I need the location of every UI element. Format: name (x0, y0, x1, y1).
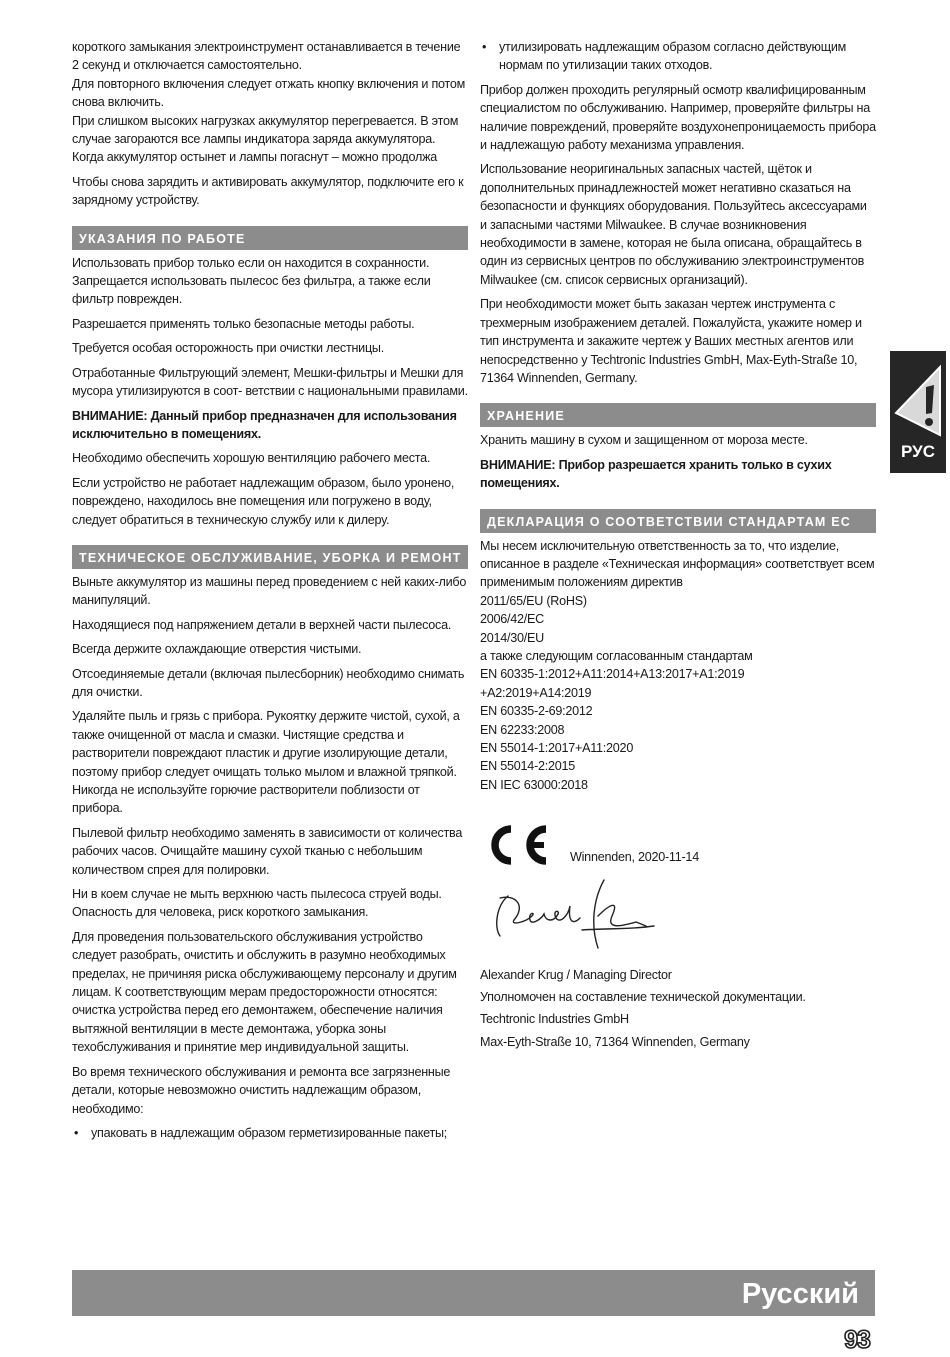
authorized-text: Уполномочен на составление технической документации. (480, 990, 806, 1005)
section-heading-declaration: ДЕКЛАРАЦИЯ О СООТВЕТСТВИИ СТАНДАРТАМ ЕС (480, 509, 876, 533)
paragraph: Во время технического обслуживания и ремонта все загрязненные детали, которые невозможно очистить надлежащим образом, необходимо: (72, 1064, 451, 1116)
section-heading-maintenance: ТЕХНИЧЕСКОЕ ОБСЛУЖИВАНИЕ, УБОРКА И РЕМОНТ (72, 545, 468, 569)
paragraph: Использовать прибор только если он находится в сохранности. Запрещается использовать пылесос без фильтра, а также если фильтр поврежден. (72, 255, 431, 307)
paragraph: Всегда держите охлаждающие отверстия чистыми. (72, 642, 362, 657)
paragraph: Разрешается применять только безопасные методы работы. (72, 316, 415, 331)
paragraph: Отработанные Фильтрующий элемент, Мешки-фильтры и Мешки для мусора утилизируются в соот- ветствии с национальными правилами. (72, 365, 468, 399)
standard-line: EN 60335-2-69:2012 (480, 704, 593, 719)
standard-line: EN IEC 63000:2018 (480, 777, 588, 792)
company-name: Techtronic Industries GmbH (480, 1012, 629, 1027)
paragraph: Хранить машину в сухом и защищенном от мороза месте. (480, 433, 808, 448)
section-heading-work: УКАЗАНИЯ ПО РАБОТЕ (72, 226, 468, 250)
intro-paragraph: Для повторного включения следует отжать кнопку включения и потом снова включить. (72, 76, 466, 110)
standard-line: 2014/30/EU (480, 630, 545, 645)
paragraph: Выньте аккумулятор из машины перед проведением с ней каких-либо манипуляций. (72, 574, 467, 608)
left-column (72, 38, 468, 1148)
paragraph: Ни в коем случае не мыть верхнюю часть пылесоса струей воды. Опасность для человека, риск короткого замыкания. (72, 887, 442, 920)
intro-paragraph: При слишком высоких нагрузках аккумулятор перегревается. В этом случае загораются все лампы индикатора заряда аккумулятора. Когда аккумулятор остынет и лампы погаснут – можно продолжа (72, 113, 459, 165)
paragraph: Прибор должен проходить регулярный осмотр квалифицированным специалистом по обслуживанию. Например, проверяйте фильтры на наличие повреждений, проверяйте воздухонепроницаемость прибора и надлежащую работу механизма управления. (480, 82, 876, 153)
ce-mark-row (484, 808, 876, 868)
bullet-list (72, 1124, 468, 1142)
list-item-text: упаковать в надлежащим образом герметизированные пакеты; (91, 1125, 448, 1140)
ce-mark-icon (484, 822, 550, 868)
paragraph: Пылевой фильтр необходимо заменять в зависимости от количества рабочих часов. Очищайте машину сухой тканью с небольшим количеством спрея для полировки. (72, 825, 463, 877)
paragraph: Удаляйте пыль и грязь с прибора. Рукоятку держите чистой, сухой, а также очищенной от масла и смазки. Чистящие средства и растворители повреждают пластик и другие изолирующие детали, поэтому прибор следует очищать только мылом и влажной тряпкой. Никогда не используйте горючие растворители поблизости от прибора. (72, 709, 460, 816)
warning-icon (890, 351, 946, 441)
standard-line: EN 62233:2008 (480, 722, 565, 737)
signature-icon (486, 876, 876, 961)
paragraph: Мы несем исключительную ответственность за то, что изделие, описанное в разделе «Техническая информация» соответствует всем применимым положениям директив (480, 538, 875, 590)
footer-language-band (72, 1270, 875, 1316)
paragraph: Требуется особая осторожность при очистки лестницы. (72, 341, 384, 356)
bullet-icon: • (482, 40, 487, 54)
standard-line: а также следующим согласованным стандартам (480, 648, 753, 663)
section-heading-storage: ХРАНЕНИЕ (480, 403, 876, 427)
paragraph: Необходимо обеспечить хорошую вентиляцию рабочего места. (72, 451, 431, 466)
standards-list (480, 592, 876, 794)
signatory: Alexander Krug / Managing Director (480, 967, 672, 982)
bullet-icon: • (74, 1125, 79, 1140)
warning-text: ВНИМАНИЕ: Прибор разрешается хранить только в сухих помещениях. (480, 457, 832, 491)
standard-line: 2006/42/EC (480, 612, 545, 627)
intro-paragraph: короткого замыкания электроинструмент останавливается в течение 2 секунд и отключается самостоятельно. (72, 40, 461, 73)
standard-line: +A2:2019+A14:2019 (480, 685, 592, 700)
bullet-list (480, 38, 876, 75)
language-side-tab (890, 351, 946, 473)
paragraph: При необходимости может быть заказан чертеж инструмента с трехмерным изображением деталей. Пожалуйста, укажите номер и тип инструмента и закажите чертеж у Ваших местных агентов или непосредственно у Techtronic Industries GmbH, Max-Eyth-Straße 10, 71364 Winnenden, Germany. (480, 297, 862, 385)
paragraph: Отсоединяемые детали (включая пылесборник) необходимо снимать для очистки. (72, 666, 465, 699)
paragraph: Находящиеся под напряжением детали в верхней части пылесоса. (72, 617, 452, 632)
page-number: 93 (844, 1326, 870, 1354)
place-date: Winnenden, 2020-11-14 (570, 849, 699, 864)
standard-line: EN 60335-1:2012+A11:2014+A13:2017+A1:2019 (480, 667, 745, 682)
company-address: Max-Eyth-Straße 10, 71364 Winnenden, Germany (480, 1034, 750, 1049)
intro-paragraph: Чтобы снова зарядить и активировать аккумулятор, подключите его к зарядному устройству. (72, 174, 464, 208)
list-item (72, 1124, 468, 1142)
standard-line: EN 55014-1:2017+A11:2020 (480, 741, 634, 755)
footer-language: Русский (741, 1278, 859, 1310)
standard-line: 2011/65/EU (RoHS) (480, 593, 587, 608)
standard-line: EN 55014-2:2015 (480, 759, 575, 774)
paragraph: Для проведения пользовательского обслуживания устройство следует разобрать, очистить и обслужить в разумно необходимых пределах, не причиняя риска обслуживающему персоналу и другим лицам. К соответствующим мерам предосторожности относятся: очистка устройства перед его демонтажем, обеспечение наличия вытяжной вентиляции в месте демонтажа, уборка зоны техобслуживания и принятие мер индивидуальной защиты. (72, 929, 457, 1055)
right-column (480, 38, 876, 1051)
paragraph: Если устройство не работает надлежащим образом, было уронено, повреждено, находилось вне помещения или погружено в воду, следует обратиться в техническую службу или к дилеру. (72, 475, 455, 527)
warning-text: ВНИМАНИЕ: Данный прибор предназначен для использования исключительно в помещениях. (72, 408, 457, 441)
side-tab-label: РУС (901, 442, 935, 461)
paragraph: Использование неоригинальных запасных частей, щёток и дополнительных принадлежностей может негативно сказаться на безопасности и функциях оборудования. Пользуйтесь аксессуарами и запасными частями Milwaukee. В случае возникновения необходимости в замене, которая не была описана, обращайтесь в один из сервисных центров по обслуживанию электроинструментов Milwaukee (см. список сервисных организаций). (480, 162, 867, 287)
list-item-text: утилизировать надлежащим образом согласно действующим нормам по утилизации таких отходов. (499, 40, 847, 73)
list-item (480, 38, 876, 75)
